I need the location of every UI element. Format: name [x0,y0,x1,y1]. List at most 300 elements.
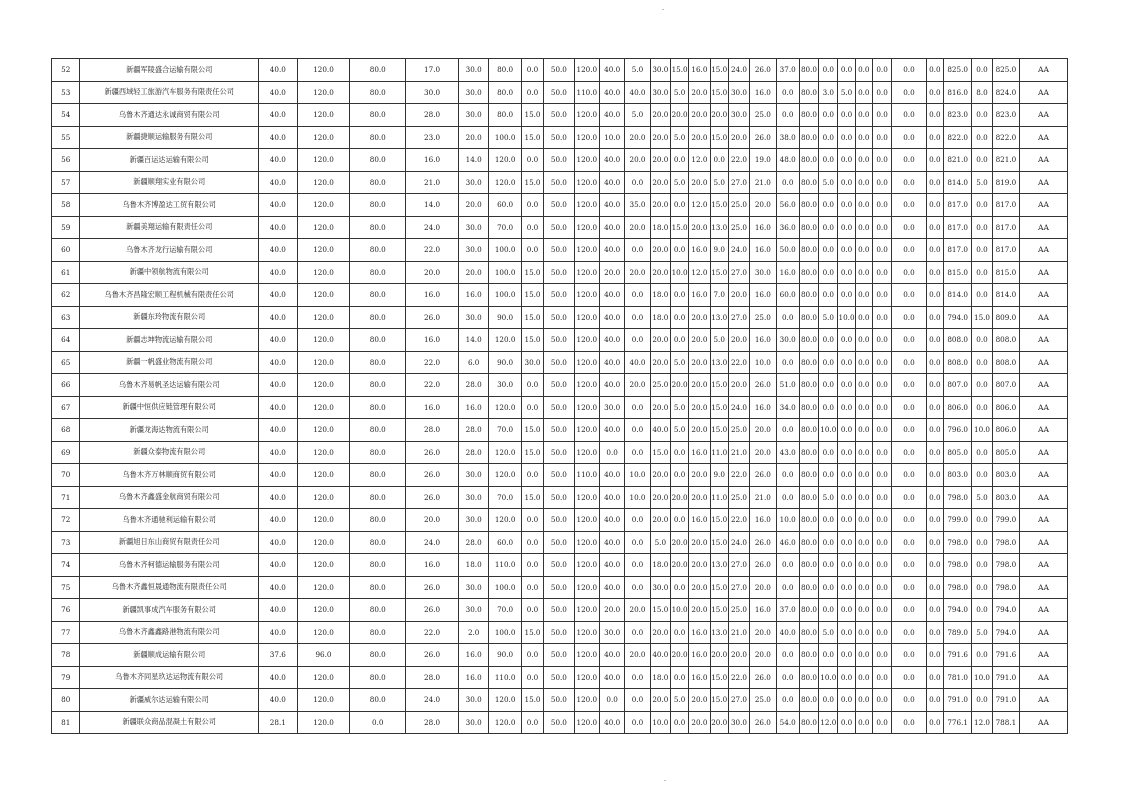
score-cell: 26.0 [750,554,776,577]
score-cell: 0.0 [838,284,855,307]
score-cell: 20.0 [625,149,650,172]
score-cell: 30.0 [458,59,488,82]
score-cell: 60.0 [776,284,799,307]
table-row [52,194,1068,217]
row-number-cell: 72 [52,509,80,532]
score-cell: 80.0 [350,126,406,149]
score-cell: 20.0 [650,171,670,194]
score-cell: 20.0 [650,329,670,352]
score-cell: 50.0 [544,306,574,329]
score-cell: 40.0 [599,239,624,262]
score-cell: 30.0 [458,306,488,329]
score-cell: 15.0 [521,261,543,284]
score-cell: 80.0 [799,261,818,284]
score-cell: 12.0 [689,261,710,284]
score-cell: 0.0 [819,644,838,667]
score-cell: 807.0 [943,374,971,397]
score-cell: 0.0 [892,284,927,307]
score-cell: 36.0 [776,216,799,239]
score-cell: 18.0 [650,666,670,689]
score-cell: 5.0 [625,104,650,127]
row-number-cell: 80 [52,689,80,712]
company-name-cell: 乌鲁木齐鑫恒晟通物流有限责任公司 [80,576,259,599]
score-cell: 814.0 [943,284,971,307]
score-cell: 20.0 [750,441,776,464]
score-cell: 120.0 [574,126,599,149]
score-cell: 120.0 [574,171,599,194]
score-cell: 40.0 [599,666,624,689]
score-cell: 40.0 [599,351,624,374]
score-cell: 40.0 [259,104,298,127]
score-cell: 22.0 [728,509,749,532]
score-cell: 120.0 [574,374,599,397]
row-number-cell: 75 [52,576,80,599]
score-cell: 20.0 [650,486,670,509]
score-cell: 0.0 [776,351,799,374]
row-number-cell: 70 [52,464,80,487]
score-cell: 80.0 [799,509,818,532]
score-cell: 0.0 [872,239,891,262]
score-cell: 0.0 [625,621,650,644]
score-cell: 26.0 [750,666,776,689]
score-cell: 5.0 [650,531,670,554]
score-cell: 0.0 [855,621,872,644]
score-cell: 0.0 [892,486,927,509]
score-cell: 40.0 [259,81,298,104]
score-cell: 0.0 [776,666,799,689]
score-cell: 80.0 [799,644,818,667]
score-cell: 50.0 [544,126,574,149]
score-cell: 16.0 [458,666,488,689]
score-cell: 120.0 [297,216,350,239]
score-cell: 120.0 [297,419,350,442]
score-cell: 40.0 [599,644,624,667]
score-cell: 18.0 [458,554,488,577]
score-cell: 20.0 [458,126,488,149]
score-cell: 0.0 [521,464,543,487]
score-cell: 0.0 [972,104,992,127]
score-cell: 120.0 [574,194,599,217]
score-cell: 80.0 [350,374,406,397]
score-cell: 80.0 [350,81,406,104]
credit-grade-cell: AA [1020,81,1068,104]
company-name-cell: 乌鲁木齐鑫盛金航商贸有限公司 [80,486,259,509]
score-cell: 20.0 [650,621,670,644]
score-cell: 50.0 [544,351,574,374]
score-cell: 20.0 [625,126,650,149]
score-cell: 50.0 [544,374,574,397]
table-row [52,486,1068,509]
score-cell: 12.0 [689,194,710,217]
score-cell: 0.0 [872,419,891,442]
score-cell: 0.0 [855,419,872,442]
score-cell: 0.0 [872,351,891,374]
score-cell: 8.0 [972,81,992,104]
score-cell: 0.0 [521,374,543,397]
score-cell: 0.0 [599,441,624,464]
score-cell: 15.0 [710,396,728,419]
total-score-cell: 798.0 [992,531,1019,554]
score-cell: 0.0 [855,374,872,397]
table-row [52,396,1068,419]
score-cell: 0.0 [819,149,838,172]
credit-grade-cell: AA [1020,396,1068,419]
row-number-cell: 56 [52,149,80,172]
total-score-cell: 791.6 [992,644,1019,667]
score-cell: 30.0 [750,261,776,284]
score-cell: 16.0 [689,239,710,262]
score-cell: 0.0 [838,554,855,577]
score-cell: 40.0 [599,81,624,104]
score-cell: 0.0 [776,554,799,577]
score-cell: 20.0 [710,644,728,667]
score-cell: 16.0 [776,261,799,284]
score-cell: 40.0 [259,216,298,239]
total-score-cell: 809.0 [992,306,1019,329]
score-cell: 20.0 [728,644,749,667]
score-cell: 10.0 [972,419,992,442]
score-cell: 90.0 [489,351,521,374]
score-cell: 50.0 [544,711,574,734]
score-cell: 0.0 [892,464,927,487]
score-cell: 0.0 [710,149,728,172]
table-row [52,306,1068,329]
total-score-cell: 817.0 [992,194,1019,217]
score-cell: 15.0 [521,486,543,509]
score-cell: 0.0 [625,531,650,554]
score-cell: 0.0 [855,599,872,622]
score-cell: 0.0 [838,194,855,217]
score-cell: 5.0 [819,306,838,329]
score-cell: 120.0 [574,576,599,599]
score-cell: 0.0 [926,666,943,689]
score-cell: 80.0 [350,531,406,554]
row-number-cell: 60 [52,239,80,262]
score-cell: 120.0 [574,306,599,329]
score-cell: 80.0 [799,464,818,487]
score-cell: 80.0 [799,216,818,239]
score-cell: 120.0 [489,396,521,419]
score-cell: 120.0 [297,374,350,397]
score-cell: 0.0 [855,149,872,172]
score-cell: 26.0 [750,531,776,554]
score-cell: 0.0 [670,329,688,352]
score-cell: 0.0 [972,59,992,82]
row-number-cell: 71 [52,486,80,509]
score-cell: 796.0 [943,419,971,442]
score-cell: 80.0 [799,554,818,577]
score-cell: 70.0 [489,419,521,442]
score-cell: 20.0 [750,621,776,644]
score-cell: 34.0 [776,396,799,419]
row-number-cell: 57 [52,171,80,194]
table-row [52,599,1068,622]
score-cell: 14.0 [458,329,488,352]
score-cell: 40.0 [259,59,298,82]
score-cell: 20.0 [650,104,670,127]
score-cell: 798.0 [943,531,971,554]
score-cell: 30.0 [599,621,624,644]
score-cell: 80.0 [350,329,406,352]
score-cell: 0.0 [892,419,927,442]
score-cell: 40.0 [259,576,298,599]
score-cell: 20.0 [689,126,710,149]
score-cell: 20.0 [728,284,749,307]
table-row [52,329,1068,352]
score-cell: 20.0 [650,194,670,217]
score-cell: 791.6 [943,644,971,667]
score-cell: 30.0 [458,216,488,239]
score-cell: 776.1 [943,711,971,734]
score-cell: 15.0 [521,419,543,442]
score-cell: 80.0 [799,126,818,149]
score-cell: 0.0 [521,239,543,262]
total-score-cell: 798.0 [992,554,1019,577]
score-cell: 0.0 [855,711,872,734]
score-cell: 110.0 [574,464,599,487]
score-cell: 5.0 [670,419,688,442]
total-score-cell: 821.0 [992,149,1019,172]
score-cell: 0.0 [838,464,855,487]
score-cell: 805.0 [943,441,971,464]
score-cell: 16.0 [689,441,710,464]
score-cell: 120.0 [574,621,599,644]
score-cell: 0.0 [670,149,688,172]
score-cell: 40.0 [259,374,298,397]
score-cell: 0.0 [838,171,855,194]
score-cell: 15.0 [710,81,728,104]
score-cell: 0.0 [872,509,891,532]
score-cell: 0.0 [819,576,838,599]
score-cell: 50.0 [544,531,574,554]
score-cell: 40.0 [599,509,624,532]
score-cell: 30.0 [406,81,459,104]
score-cell: 0.0 [819,689,838,712]
score-cell: 0.0 [855,351,872,374]
score-cell: 120.0 [297,171,350,194]
score-cell: 80.0 [799,486,818,509]
score-cell: 80.0 [350,104,406,127]
score-cell: 26.0 [406,644,459,667]
score-cell: 50.0 [544,464,574,487]
score-cell: 50.0 [544,239,574,262]
score-cell: 808.0 [943,329,971,352]
score-cell: 26.0 [750,464,776,487]
score-cell: 20.0 [689,374,710,397]
score-cell: 16.0 [750,599,776,622]
score-cell: 0.0 [855,194,872,217]
score-cell: 40.0 [259,531,298,554]
score-cell: 808.0 [943,351,971,374]
score-cell: 15.0 [521,284,543,307]
score-cell: 0.0 [872,216,891,239]
table-row [52,441,1068,464]
score-cell: 80.0 [350,396,406,419]
score-cell: 26.0 [406,486,459,509]
score-cell: 0.0 [926,351,943,374]
score-cell: 0.0 [972,216,992,239]
score-cell: 0.0 [855,576,872,599]
score-cell: 120.0 [489,149,521,172]
score-cell: 22.0 [728,666,749,689]
score-cell: 0.0 [670,666,688,689]
score-cell: 15.0 [710,576,728,599]
score-cell: 7.0 [710,284,728,307]
score-cell: 20.0 [650,149,670,172]
score-cell: 24.0 [406,216,459,239]
score-cell: 16.0 [750,329,776,352]
score-cell: 0.0 [926,149,943,172]
score-cell: 40.0 [259,554,298,577]
score-cell: 0.0 [838,104,855,127]
score-cell: 10.0 [599,126,624,149]
score-cell: 20.0 [406,509,459,532]
score-cell: 40.0 [599,329,624,352]
score-cell: 0.0 [838,576,855,599]
score-cell: 20.0 [599,261,624,284]
company-name-cell: 新疆西域轻工旅游汽车服务有限责任公司 [80,81,259,104]
score-cell: 16.0 [750,239,776,262]
score-cell: 20.0 [650,509,670,532]
score-cell: 14.0 [406,194,459,217]
score-cell: 120.0 [297,194,350,217]
score-cell: 50.0 [544,576,574,599]
score-cell: 60.0 [489,531,521,554]
credit-grade-cell: AA [1020,194,1068,217]
score-cell: 0.0 [855,126,872,149]
score-cell: 50.0 [544,441,574,464]
score-cell: 120.0 [297,554,350,577]
score-cell: 0.0 [892,509,927,532]
company-name-cell: 新疆中领航物流有限公司 [80,261,259,284]
score-cell: 0.0 [872,621,891,644]
score-cell: 0.0 [819,396,838,419]
score-cell: 10.0 [670,599,688,622]
score-cell: 0.0 [855,81,872,104]
score-cell: 15.0 [710,531,728,554]
score-cell: 20.0 [670,554,688,577]
table-row [52,531,1068,554]
score-cell: 0.0 [838,666,855,689]
score-cell: 0.0 [521,554,543,577]
score-cell: 0.0 [872,554,891,577]
score-cell: 0.0 [892,239,927,262]
score-cell: 15.0 [670,216,688,239]
credit-grade-cell: AA [1020,104,1068,127]
credit-grade-cell: AA [1020,216,1068,239]
score-cell: 120.0 [297,59,350,82]
score-cell: 0.0 [855,644,872,667]
score-cell: 0.0 [972,509,992,532]
score-cell: 40.0 [259,239,298,262]
score-cell: 20.0 [710,104,728,127]
score-cell: 80.0 [799,531,818,554]
score-cell: 22.0 [406,239,459,262]
table-row [52,284,1068,307]
score-cell: 0.0 [625,509,650,532]
score-cell: 0.0 [625,689,650,712]
score-cell: 120.0 [574,711,599,734]
score-cell: 40.0 [259,306,298,329]
score-cell: 0.0 [838,509,855,532]
score-cell: 50.0 [544,509,574,532]
row-number-cell: 79 [52,666,80,689]
score-cell: 20.0 [689,396,710,419]
score-cell: 16.0 [750,509,776,532]
score-cell: 20.0 [750,576,776,599]
score-cell: 80.0 [350,621,406,644]
score-cell: 18.0 [650,284,670,307]
score-cell: 26.0 [750,711,776,734]
score-cell: 10.0 [650,711,670,734]
score-cell: 120.0 [297,284,350,307]
score-cell: 80.0 [799,441,818,464]
score-cell: 80.0 [350,509,406,532]
score-cell: 120.0 [574,351,599,374]
company-name-cell: 新疆中恒供应链管理有限公司 [80,396,259,419]
score-cell: 0.0 [892,104,927,127]
score-cell: 12.0 [819,711,838,734]
score-cell: 815.0 [943,261,971,284]
score-cell: 0.0 [838,644,855,667]
score-cell: 0.0 [872,149,891,172]
score-cell: 13.0 [710,306,728,329]
score-cell: 15.0 [521,689,543,712]
score-cell: 15.0 [710,126,728,149]
score-cell: 25.0 [728,216,749,239]
credit-grade-cell: AA [1020,486,1068,509]
score-cell: 27.0 [728,576,749,599]
score-cell: 798.0 [943,554,971,577]
score-cell: 26.0 [406,306,459,329]
score-cell: 0.0 [972,554,992,577]
score-cell: 40.0 [599,419,624,442]
score-cell: 0.0 [819,599,838,622]
score-cell: 5.0 [625,59,650,82]
total-score-cell: 807.0 [992,374,1019,397]
score-cell: 40.0 [259,351,298,374]
score-cell: 0.0 [926,126,943,149]
score-cell: 15.0 [710,599,728,622]
score-cell: 26.0 [750,374,776,397]
score-cell: 30.0 [728,104,749,127]
score-cell: 30.0 [650,81,670,104]
credit-grade-cell: AA [1020,171,1068,194]
score-cell: 6.0 [458,351,488,374]
total-score-cell: 799.0 [992,509,1019,532]
score-cell: 0.0 [521,576,543,599]
score-cell: 80.0 [799,171,818,194]
score-cell: 16.0 [458,284,488,307]
score-cell: 27.0 [728,554,749,577]
score-cell: 30.0 [458,576,488,599]
total-score-cell: 817.0 [992,239,1019,262]
score-cell: 10.0 [750,351,776,374]
score-cell: 0.0 [670,441,688,464]
score-cell: 100.0 [489,126,521,149]
score-cell: 20.0 [689,599,710,622]
score-cell: 50.0 [544,689,574,712]
company-name-cell: 乌鲁木齐通达永诚商贸有限公司 [80,104,259,127]
company-name-cell: 新疆美翔运输有限责任公司 [80,216,259,239]
score-cell: 120.0 [574,554,599,577]
score-cell: 0.0 [872,531,891,554]
score-cell: 0.0 [855,464,872,487]
score-cell: 30.0 [458,104,488,127]
score-cell: 0.0 [819,261,838,284]
score-cell: 80.0 [799,284,818,307]
score-cell: 0.0 [855,396,872,419]
